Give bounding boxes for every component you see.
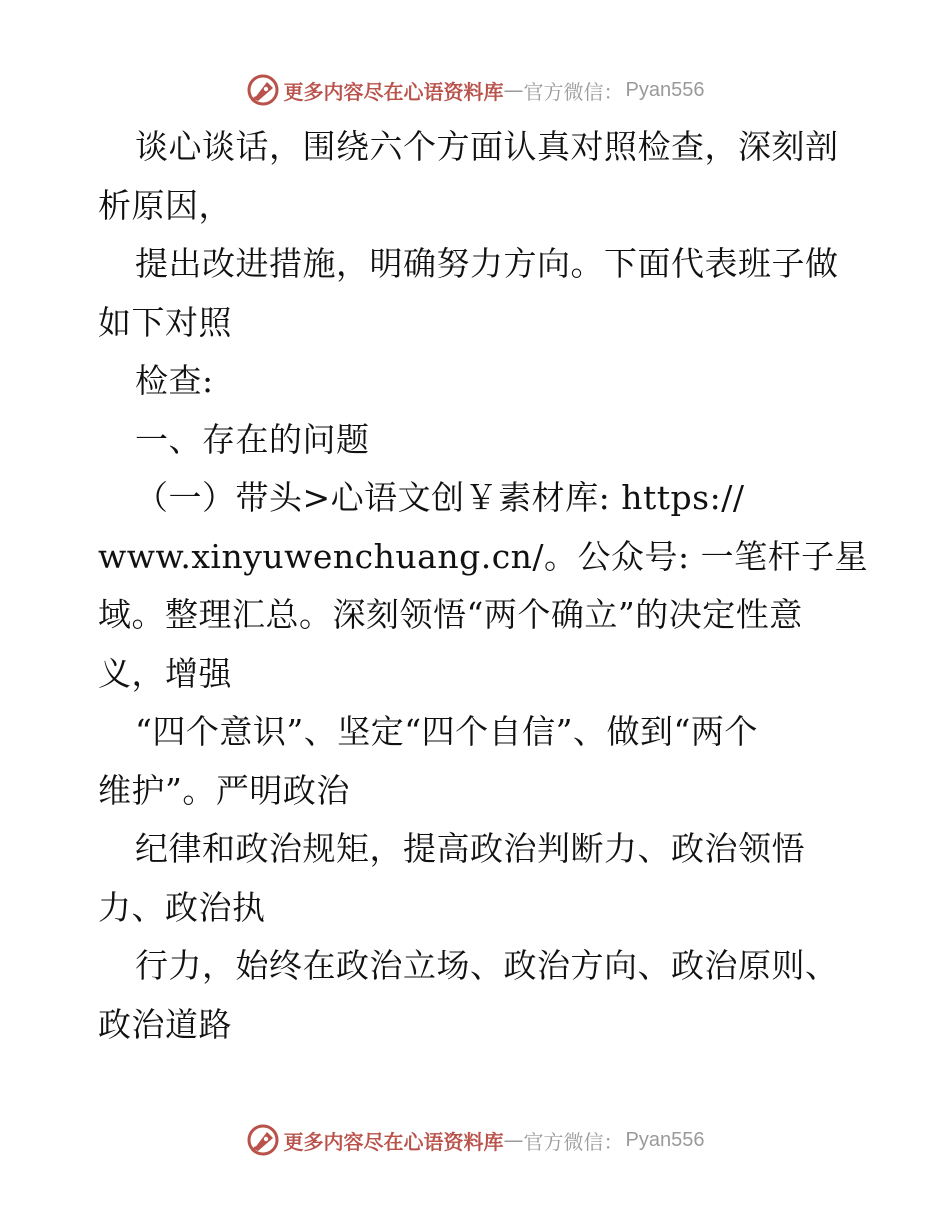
paragraph-line: 维护”。严明政治: [98, 770, 350, 810]
banner-wechat-id: Pyan556: [625, 1128, 705, 1151]
section-heading: 一、存在的问题: [135, 419, 370, 459]
paragraph-line: 提出改进措施，明确努力方向。下面代表班子做: [135, 244, 839, 283]
paragraph-line: 政治道路: [98, 1004, 232, 1044]
paragraph-line: 检查:: [135, 361, 214, 400]
paragraph-line: 义，增强: [98, 653, 232, 693]
paragraph-line: 力、政治执: [98, 887, 266, 927]
paragraph-line: 谈心谈话，围绕六个方面认真对照检查，深刻剖: [135, 127, 839, 166]
paragraph-line: 析原因，: [98, 185, 232, 225]
banner-wechat-label: 官方微信：: [523, 79, 624, 104]
paragraph-line: 纪律和政治规矩，提高政治判断力、政治领悟: [135, 829, 805, 868]
subsection-heading: （一）带头>心语文创￥素材库: https://: [135, 478, 745, 517]
banner-main-text: 更多内容尽在心语资料库: [283, 79, 504, 104]
paragraph-line: 如下对照: [98, 302, 232, 342]
banner-dash: —: [503, 1128, 524, 1152]
paragraph-line: “四个意识”、坚定“四个自信”、做到“两个: [135, 712, 758, 751]
document-body: [98, 118, 869, 1054]
pen-nib-logo-icon: [246, 1123, 280, 1157]
paragraph-line: 行力，始终在政治立场、政治方向、政治原则、: [135, 946, 839, 985]
banner-dash: —: [503, 78, 524, 102]
header-watermark-banner: [0, 70, 950, 110]
footer-watermark-banner: [0, 1120, 950, 1160]
banner-wechat-label: 官方微信：: [523, 1129, 624, 1154]
banner-wechat-id: Pyan556: [625, 78, 705, 101]
paragraph-line: www.xinyuwenchuang.cn/。公众号: 一笔杆子星: [98, 536, 869, 576]
paragraph-line: 域。整理汇总。深刻领悟“两个确立”的决定性意: [98, 595, 803, 634]
banner-main-text: 更多内容尽在心语资料库: [283, 1129, 504, 1154]
pen-nib-logo-icon: [246, 73, 280, 107]
